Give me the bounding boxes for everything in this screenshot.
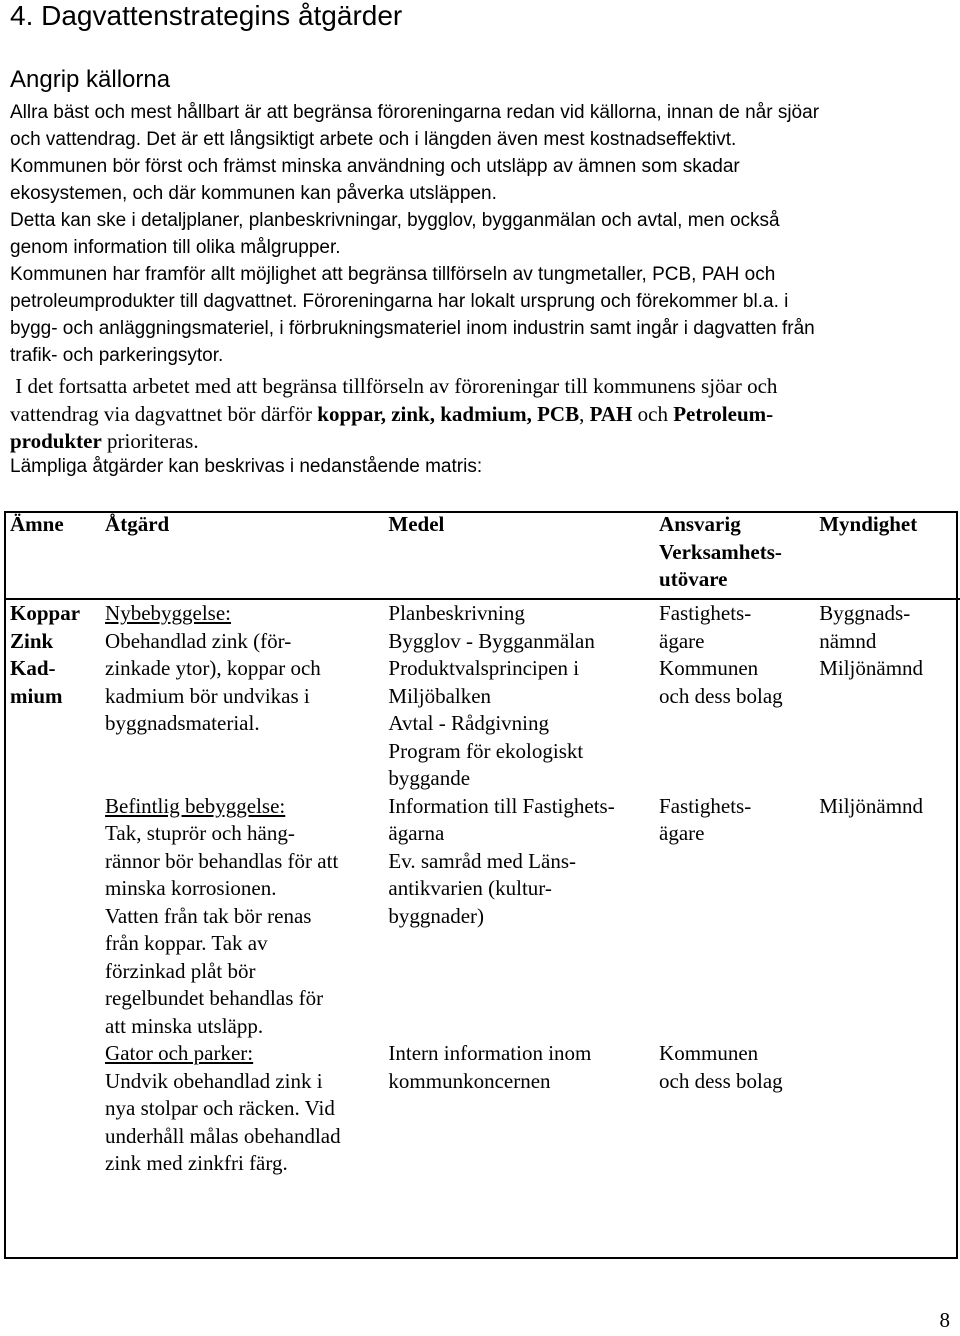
authority-cell — [813, 793, 960, 1041]
means-line: Produktvalsprincipen i — [388, 656, 580, 680]
measure-title: Befintlig bebyggelse: — [105, 793, 286, 818]
header-ansvarig-line: Ansvarig — [659, 512, 741, 536]
priority-text: vattendrag via dagvattnet bör därför — [10, 401, 318, 426]
priority-line-3 — [10, 428, 955, 456]
means-line: Intern information inom — [388, 1041, 592, 1065]
means-line: Avtal - Rådgivning — [388, 711, 549, 735]
measure-line: minska korrosionen. — [105, 876, 277, 900]
measure-line: zink med zinkfri färg. — [105, 1151, 288, 1175]
measure-line: Undvik obehandlad zink i — [105, 1068, 323, 1093]
means-line: Information till Fastighets- — [388, 793, 615, 818]
intro-line: Detta kan ske i detaljplaner, planbeskrivningar, bygglov, bygganmälan och avtal, men också — [10, 210, 780, 231]
responsible-line: ägare — [659, 628, 705, 653]
substance-line: mium — [10, 683, 63, 708]
responsible-line: Fastighets- — [659, 793, 752, 818]
priority-text: och — [632, 401, 674, 426]
authority-cell — [813, 599, 960, 793]
authority-cell — [813, 1040, 960, 1178]
intro-paragraph — [10, 99, 955, 369]
priority-text: , — [579, 401, 590, 426]
means-line: ägarna — [388, 821, 445, 845]
intro-line: och vattendrag. Det är ett långsiktigt arbete och i längden även mest kostnadseffektivt. — [10, 129, 737, 150]
means-line: antikvarien (kultur- — [388, 876, 552, 900]
measure-line: rännor bör behandlas för att — [105, 848, 339, 873]
matrix-header-row — [4, 511, 960, 599]
means-line: Bygglov - Bygganmälan — [388, 628, 595, 653]
responsible-line: Kommunen — [659, 1041, 759, 1065]
priority-line-1: I det fortsatta arbetet med att begränsa tillförseln av föroreningar till kommunens sjöar och — [10, 374, 778, 398]
means-line: byggande — [388, 766, 471, 790]
means-line: Miljöbalken — [388, 683, 492, 708]
measure-line: att minska utsläpp. — [105, 1013, 264, 1038]
header-ansvarig-line: utövare — [659, 567, 728, 591]
means-line: kommunkoncernen — [388, 1068, 551, 1093]
priority-bold-produkter: produkter — [10, 429, 102, 453]
measure-title: Nybebyggelse: — [105, 601, 232, 625]
intro-line: Kommunen har framför allt möjlighet att begränsa tillförseln av tungmetaller, PCB, PAH och — [10, 264, 776, 285]
means-line: byggnader) — [388, 903, 485, 928]
measure-line: Vatten från tak bör renas — [105, 903, 312, 928]
means-cell — [382, 1040, 653, 1178]
measure-line: underhåll målas obehandlad — [105, 1123, 341, 1148]
measure-line: kadmium bör undvikas i — [105, 683, 310, 708]
authority-line: Miljönämnd — [819, 656, 924, 680]
measure-line: regelbundet behandlas för — [105, 986, 324, 1010]
priority-paragraph — [10, 373, 955, 456]
substance-cell — [4, 599, 99, 793]
header-myndighet: Myndighet — [813, 511, 960, 599]
priority-bold-petroleum: Petroleum- — [673, 401, 774, 426]
section-heading: 4. Dagvattenstrategins åtgärder — [10, 0, 403, 31]
measures-matrix — [4, 511, 960, 1178]
intro-line: trafik- och parkeringsytor. — [10, 345, 224, 366]
table-row — [4, 1040, 960, 1178]
header-medel: Medel — [382, 511, 653, 599]
priority-line-2 — [10, 401, 955, 429]
substance-cell — [4, 793, 99, 1041]
matrix-lead: Lämpliga åtgärder kan beskrivas i nedanstående matris: — [10, 456, 483, 477]
intro-line: ekosystemen, och där kommunen kan påverka utsläppen. — [10, 183, 497, 204]
header-ansvarig — [653, 511, 813, 599]
intro-line: genom information till olika målgrupper. — [10, 237, 341, 258]
substance-line: Zink — [10, 628, 54, 653]
measure-line: zinkade ytor), koppar och — [105, 656, 321, 680]
header-atgard: Åtgärd — [99, 511, 382, 599]
means-line: Ev. samråd med Läns- — [388, 848, 576, 873]
measure-cell — [99, 599, 382, 793]
intro-line: bygg- och anläggningsmateriel, i förbrukningsmateriel inom industrin samt ingår i dagvatten från — [10, 318, 815, 339]
responsible-cell — [653, 793, 813, 1041]
intro-line: Allra bäst och mest hållbart är att begränsa föroreningarna redan vid källorna, innan de når sjöar — [10, 102, 820, 123]
substance-line: Kad- — [10, 656, 56, 680]
substance-cell — [4, 1040, 99, 1178]
responsible-cell — [653, 599, 813, 793]
subsection-heading: Angrip källorna — [10, 66, 171, 93]
measure-line: Tak, stuprör och häng- — [105, 821, 295, 845]
means-line: Program för ekologiskt — [388, 738, 584, 763]
priority-bold-metals: koppar, zink, kadmium, PCB — [317, 401, 580, 426]
header-ansvarig-line: Verksamhets- — [659, 539, 782, 564]
substance-line: Koppar — [10, 601, 81, 625]
page-number: 8 — [939, 1308, 950, 1332]
means-cell — [382, 599, 653, 793]
table-row — [4, 599, 960, 793]
responsible-line: Kommunen — [659, 656, 759, 680]
responsible-line: ägare — [659, 821, 705, 845]
measure-line: byggnadsmaterial. — [105, 711, 260, 735]
means-cell — [382, 793, 653, 1041]
means-line: Planbeskrivning — [388, 601, 525, 625]
authority-line: Byggnads- — [819, 601, 911, 625]
intro-line: Kommunen bör först och främst minska användning och utsläpp av ämnen som skadar — [10, 156, 740, 177]
priority-bold-pah: PAH — [589, 401, 633, 426]
measure-cell — [99, 1040, 382, 1178]
measure-line: nya stolpar och räcken. Vid — [105, 1096, 335, 1120]
header-amne: Ämne — [4, 511, 99, 599]
measure-cell — [99, 793, 382, 1041]
measure-line: från koppar. Tak av — [105, 931, 268, 955]
measure-line: förzinkad plåt bör — [105, 958, 256, 983]
intro-line: petroleumprodukter till dagvattnet. Föroreningarna har lokalt ursprung och förekommer bl.a. i — [10, 291, 789, 312]
measure-title: Gator och parker: — [105, 1041, 254, 1065]
responsible-line: Fastighets- — [659, 601, 752, 625]
authority-line: nämnd — [819, 628, 877, 653]
authority-line: Miljönämnd — [819, 793, 924, 818]
responsible-cell — [653, 1040, 813, 1178]
table-row — [4, 793, 960, 1041]
priority-text: prioriteras. — [101, 429, 199, 453]
responsible-line: och dess bolag — [659, 683, 783, 708]
measure-line: Obehandlad zink (för- — [105, 628, 292, 653]
responsible-line: och dess bolag — [659, 1068, 783, 1093]
